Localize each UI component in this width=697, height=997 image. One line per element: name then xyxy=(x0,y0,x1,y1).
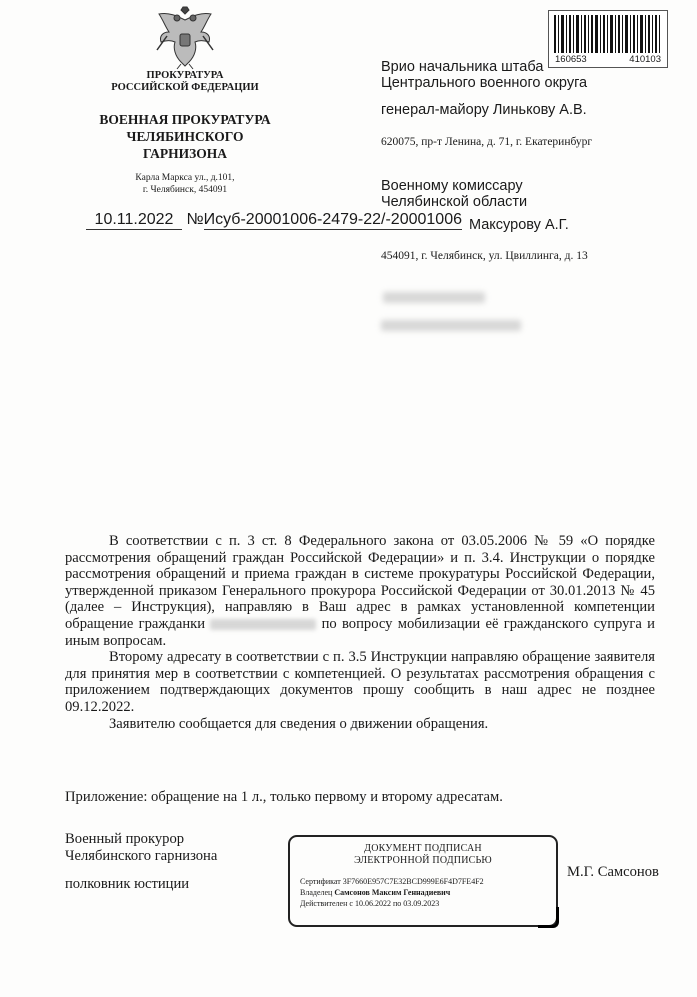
recipient-1-address: 620075, пр-т Ленина, д. 71, г. Екатеринбург xyxy=(381,136,593,148)
stamp-title xyxy=(290,843,556,867)
stamp-certificate-value: 3F7660E957C7E32BCD999E6F4D7FE4F2 xyxy=(342,877,484,886)
signer-position xyxy=(65,831,217,865)
barcode-icon xyxy=(554,15,660,53)
barcode-number-right: 410103 xyxy=(629,54,661,65)
stamp-valid-from-label: с xyxy=(349,899,353,908)
office-address-line-1: Карла Маркса ул., д.101, xyxy=(135,173,235,183)
stamp-corner-mark xyxy=(538,907,559,928)
stamp-title-line-1: ДОКУМЕНТ ПОДПИСАН xyxy=(364,843,482,854)
redacted-applicant-name xyxy=(383,292,485,303)
signer-position-line-2: Челябинского гарнизона xyxy=(65,848,218,864)
stamp-owner-row xyxy=(290,887,556,898)
office-address-line-2: г. Челябинск, 454091 xyxy=(142,185,228,195)
recipient-2-address: 454091, г. Челябинск, ул. Цвиллинга, д. 13 xyxy=(381,250,588,262)
signer-position-line-1: Военный прокурор xyxy=(65,831,185,847)
stamp-owner-label: Владелец xyxy=(300,888,333,897)
stamp-validity-row xyxy=(290,898,556,909)
office-line-1: ВОЕННАЯ ПРОКУРАТУРА xyxy=(99,112,271,127)
paragraph-1-part-a: В соответствии с п. 3 ст. 8 Федерального закона от 03.05.2006 № 59 «О порядке рассмотрения обращений граждан Российской Федерации» и п. 3.4. Инструкции о порядке рассмотрения обращений и приема граждан в системе прокуратуры Российской Федерации, утвержденной приказом Генерального прокурора Российской Федерации от 30.01.2013 № 45 (далее – Инструкция), направляю в Ваш адрес в рамках установленной компетенции обращение гражданки xyxy=(65,533,655,632)
stamp-certificate-label: Сертификат xyxy=(300,877,341,886)
redacted-applicant-address xyxy=(381,320,521,331)
attachment-note: Приложение: обращение на 1 л., только первому и второму адресатам. xyxy=(65,789,503,805)
registration-number: Исуб-20001006-2479-22/-20001006 xyxy=(203,211,462,228)
paragraph-1 xyxy=(65,533,655,649)
recipient-1-name: генерал-майору Линькову А.В. xyxy=(381,102,587,118)
prosecutor-general-header xyxy=(60,70,310,94)
recipient-1-line-1: Врио начальника штаба xyxy=(381,59,544,75)
office-line-2: ЧЕЛЯБИНСКОГО xyxy=(126,129,244,144)
recipient-2-title xyxy=(381,178,527,210)
recipient-1-line-2: Центрального военного округа xyxy=(381,75,588,91)
registration-line xyxy=(86,211,462,230)
paragraph-2: Второму адресату в соответствии с п. 3.5 Инструкции направляю обращение заявителя для принятия мер в соответствии с компетенцией. О результатах рассмотрения обращения с приложением подтверждающих документов прошу сообщить в наш адрес не позднее 09.12.2022. xyxy=(65,649,655,715)
signer-rank: полковник юстиции xyxy=(65,876,190,892)
number-sign: № xyxy=(186,211,204,228)
office-address xyxy=(110,172,260,196)
barcode-number-left: 160653 xyxy=(555,54,587,65)
prosecutor-line-2: РОССИЙСКОЙ ФЕДЕРАЦИИ xyxy=(111,82,259,93)
document-date: 10.11.2022 xyxy=(86,211,182,230)
signer-name: М.Г. Самсонов xyxy=(567,864,659,880)
stamp-certificate-row xyxy=(290,876,556,887)
stamp-valid-from: 10.06.2022 xyxy=(354,899,391,908)
coat-of-arms-emblem xyxy=(147,6,223,70)
stamp-owner-value: Самсонов Максим Геннадиевич xyxy=(334,888,451,897)
paragraph-1-part-b: по вопросу мобилизации её гражданского супруга и иным вопросам. xyxy=(65,615,655,649)
office-name xyxy=(60,111,310,162)
redacted-applicant-inline xyxy=(210,619,316,630)
electronic-signature-stamp xyxy=(288,835,558,927)
stamp-valid-label: Действителен xyxy=(300,899,348,908)
paragraph-3: Заявителю сообщается для сведения о движении обращения. xyxy=(109,715,489,732)
recipient-2-line-1: Военному комиссару xyxy=(381,178,523,194)
letter-body xyxy=(65,533,655,732)
stamp-title-line-2: ЭЛЕКТРОННОЙ ПОДПИСЬЮ xyxy=(354,855,492,866)
stamp-valid-to-label: по xyxy=(392,899,402,908)
recipient-2-name: Максурову А.Г. xyxy=(469,217,569,233)
prosecutor-line-1: ПРОКУРАТУРА xyxy=(146,70,224,81)
recipient-1-title xyxy=(381,59,587,91)
stamp-valid-to: 03.09.2023 xyxy=(403,899,440,908)
office-line-3: ГАРНИЗОНА xyxy=(143,146,227,161)
recipient-2-line-2: Челябинской области xyxy=(381,194,528,210)
